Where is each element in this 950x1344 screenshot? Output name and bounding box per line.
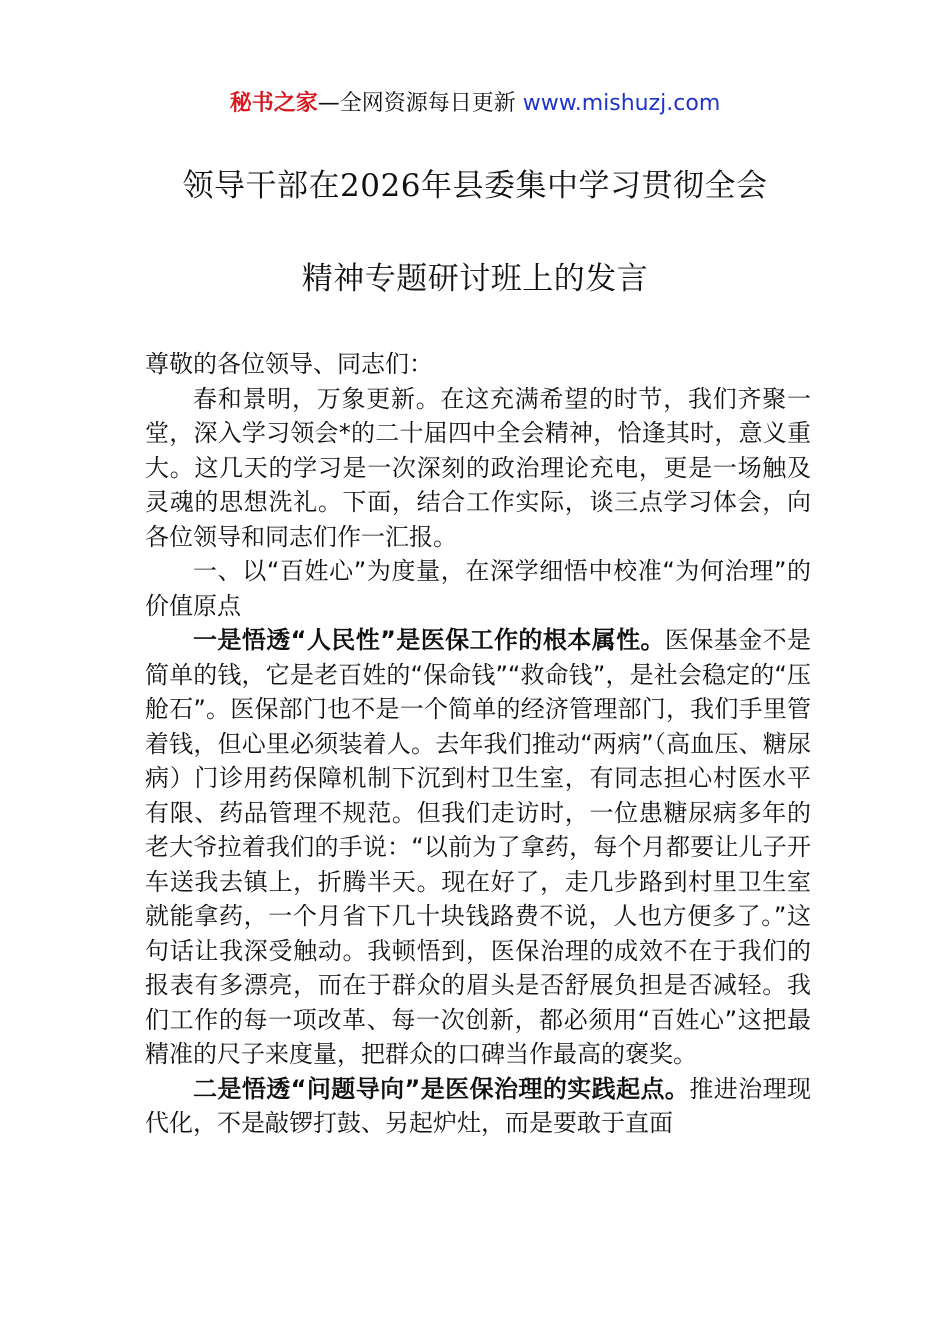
site-url-link[interactable]: www.mishuzj.com: [522, 91, 721, 116]
document-title-line-1: [0, 166, 950, 206]
document-body: [145, 347, 811, 1141]
intro-paragraph: 春和景明，万象更新。在这充满希望的时节，我们齐聚一堂，深入学习领会*的二十届四中全会精神，恰逢其时，意义重大。这几天的学习是一次深刻的政治理论充电，更是一场触及灵魂的思想洗礼。下面，结合工作实际，谈三点学习体会，向各位领导和同志们作一汇报。: [145, 384, 811, 551]
point-1-paragraph: [145, 623, 811, 1072]
salutation: 尊敬的各位领导、同志们：: [145, 350, 433, 378]
point-1-body: 医保基金不是简单的钱，它是老百姓的“保命钱”“救命钱”，是社会稳定的“压舱石”。医保部门也不是一个简单的经济管理部门，我们手里管着钱，但心里必须装着人。去年我们推动“两病”（高血压、糖尿病）门诊用药保障机制下沉到村卫生室，有同志担心村医水平有限、药品管理不规范。但我们走访时，一位患糖尿病多年的老大爷拉着我们的手说：“以前为了拿药，每个月都要让儿子开车送我去镇上，折腾半天。现在好了，走几步路到村里卫生室就能拿药，一个月省下几十块钱路费不说，人也方便多了。”这句话让我深受触动。我顿悟到，医保治理的成效不在于我们的报表有多漂亮，而在于群众的眉头是否舒展负担是否减轻。我们工作的每一项改革、每一次创新，都必须用“百姓心”这把最精准的尺子来度量，把群众的口碑当作最高的褒奖。: [145, 626, 812, 1068]
point-2-paragraph: [145, 1072, 811, 1141]
document-title-line-2: 精神专题研讨班上的发言: [301, 261, 649, 297]
point-2-body: 推进治理现代化，不是敲锣打鼓、另起炉灶，而是要敢于直面: [145, 1074, 812, 1137]
site-header: [0, 86, 950, 122]
point-2-lead: 二是悟透“问题导向”是医保治理的实践起点。: [193, 1074, 690, 1103]
point-1-lead: 一是悟透“人民性”是医保工作的根本属性。: [193, 626, 665, 654]
brand-name: 秘书之家: [229, 91, 318, 116]
title-year: 2026: [340, 168, 421, 204]
title-text-b: 年县委集中学习贯彻全会: [420, 168, 768, 204]
section-heading-1: 一、以“百姓心”为度量，在深学细悟中校准“为何治理”的价值原点: [145, 557, 811, 620]
title-text-a: 领导干部在: [182, 168, 341, 204]
header-tagline: —全网资源每日更新: [317, 91, 523, 116]
